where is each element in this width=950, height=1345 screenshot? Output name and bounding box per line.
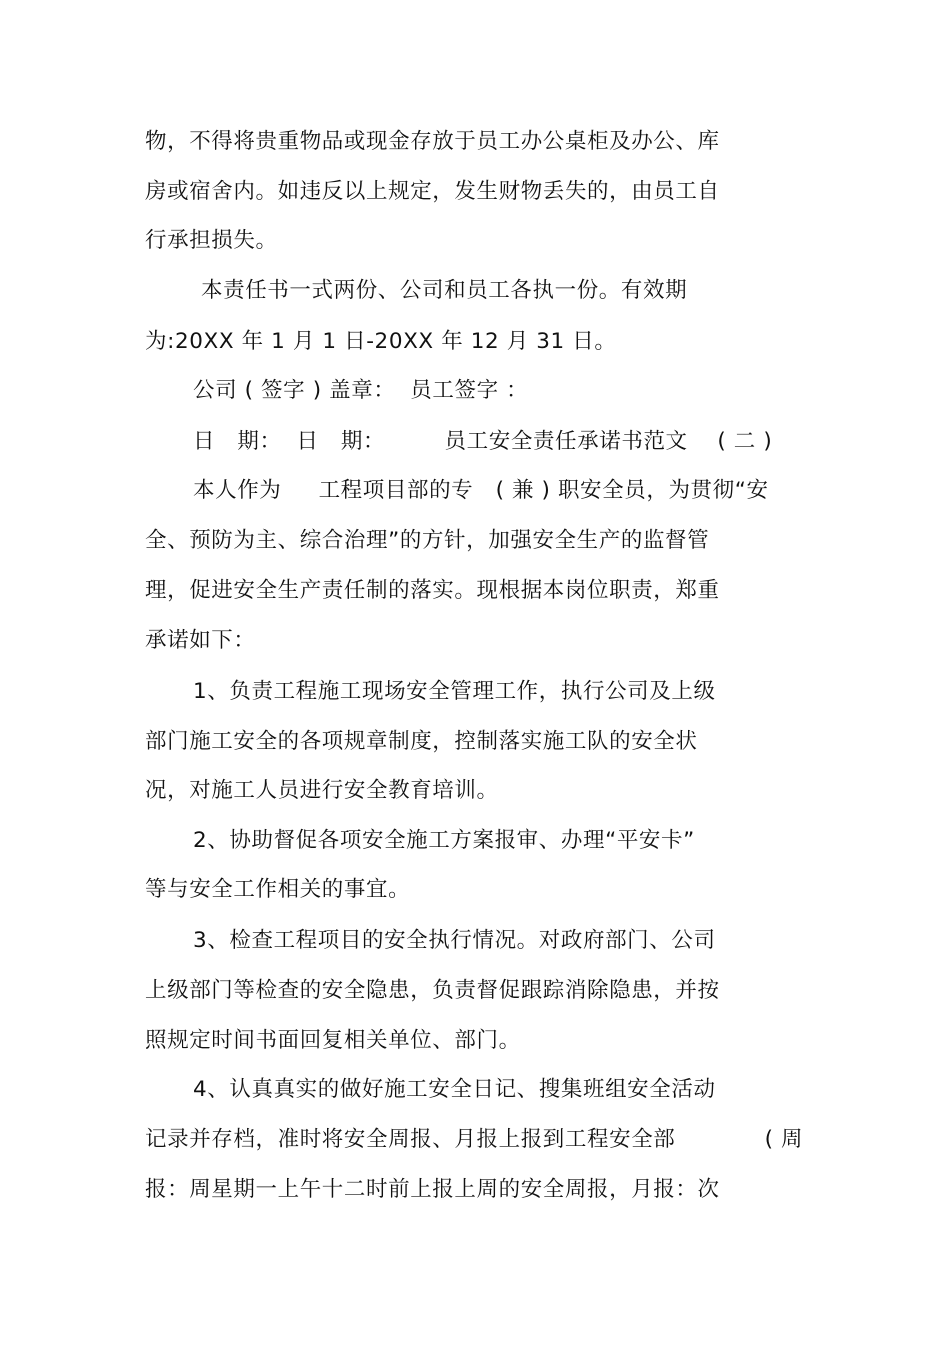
text-line: 全、预防为主、综合治理”的方针，加强安全生产的监督管 (145, 528, 710, 553)
text-line: 3、检查工程项目的安全执行情况。对政府部门、公司 (193, 928, 716, 953)
text-line: 报：周星期一上午十二时前上报上周的安全周报，月报：次 (145, 1177, 720, 1202)
text-line: 日 期： 日 期： 员工安全责任承诺书范文 ( 二 ) (193, 429, 773, 454)
text-line: 本责任书一式两份、公司和员工各执一份。有效期 (201, 278, 688, 303)
text-line: 房或宿舍内。如违反以上规定，发生财物丢失的，由员工自 (145, 179, 720, 204)
text-line: 等与安全工作相关的事宜。 (145, 877, 411, 902)
text-line: 承诺如下： (145, 628, 256, 653)
text-line: 部门施工安全的各项规章制度，控制落实施工队的安全状 (145, 729, 698, 754)
text-line: 物，不得将贵重物品或现金存放于员工办公桌柜及办公、库 (145, 129, 720, 154)
text-line: 1、负责工程施工现场安全管理工作，执行公司及上级 (193, 679, 716, 704)
text-line: 公司 ( 签字 ) 盖章： 员工签字 ： (193, 378, 529, 403)
text-line: 记录并存档，准时将安全周报、月报上报到工程安全部 ( 周 (145, 1127, 804, 1152)
text-line: 行承担损失。 (145, 228, 278, 253)
text-line: 上级部门等检查的安全隐患，负责督促跟踪消除隐患，并按 (145, 978, 720, 1003)
text-line: 照规定时间书面回复相关单位、部门。 (145, 1028, 521, 1053)
text-line: 理，促进安全生产责任制的落实。现根据本岗位职责，郑重 (145, 578, 720, 603)
text-line: 4、认真真实的做好施工安全日记、搜集班组安全活动 (193, 1077, 716, 1102)
text-line: 本人作为 工程项目部的专 ( 兼 ) 职安全员，为贯彻“安 (193, 478, 769, 503)
text-line: 2、协助督促各项安全施工方案报审、办理“平安卡” (193, 828, 695, 853)
text-line: 为:20XX 年 1 月 1 日-20XX 年 12 月 31 日。 (145, 329, 617, 354)
text-line: 况，对施工人员进行安全教育培训。 (145, 778, 499, 803)
